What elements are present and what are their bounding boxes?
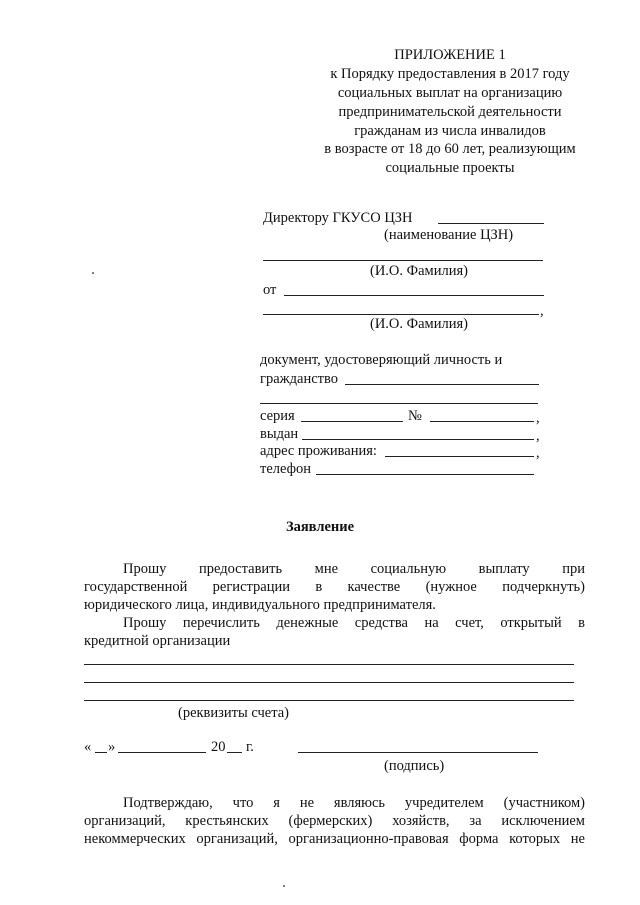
- signature-caption: (подпись): [384, 758, 445, 774]
- fio-caption-2: (И.О. Фамилия): [370, 316, 468, 332]
- appendix-line: в возрасте от 18 до 60 лет, реализующим: [324, 141, 576, 157]
- scan-speck: [92, 272, 94, 274]
- statement-p1-line2: государственной регистрации в качестве (нужное подчеркнуть): [84, 579, 585, 595]
- issued-label: выдан: [260, 426, 299, 442]
- scan-speck: [283, 885, 285, 887]
- number-line: [430, 421, 534, 422]
- czn-field-line: [438, 223, 544, 224]
- phone-label: телефон: [260, 461, 312, 477]
- year-line: [227, 752, 242, 753]
- director-label: Директору ГКУСО ЦЗН: [263, 210, 413, 226]
- day-line: [95, 752, 107, 753]
- account-line-3: [84, 700, 574, 701]
- address-line: [385, 456, 534, 457]
- quote-close: »: [108, 739, 116, 755]
- document-line: [260, 403, 538, 404]
- confirmation-line3: некоммерческих организаций, организационно-правовая форма которых не: [84, 831, 585, 847]
- statement-p1-line3: юридического лица, индивидуального предпринимателя.: [84, 597, 436, 613]
- appendix-line: к Порядку предоставления в 2017 году: [330, 66, 570, 82]
- series-line: [301, 421, 403, 422]
- appendix-line: социальные проекты: [385, 160, 515, 176]
- comma: ,: [540, 303, 544, 319]
- director-name-line: [263, 260, 543, 261]
- from-label: от: [263, 282, 277, 298]
- confirmation-line1: Подтверждаю, что я не являюсь учредителем (участником): [123, 795, 585, 811]
- appendix-line: предпринимательской деятельности: [338, 104, 562, 120]
- appendix-line: гражданам из числа инвалидов: [354, 123, 546, 139]
- citizenship-line: [345, 384, 539, 385]
- month-line: [118, 752, 206, 753]
- address-label: адрес проживания:: [260, 443, 377, 459]
- statement-p2-line2: кредитной организации: [84, 633, 231, 649]
- statement-p1-line1: Прошу предоставить мне социальную выплату при: [123, 561, 585, 577]
- account-caption: (реквизиты счета): [178, 705, 290, 721]
- fio-caption: (И.О. Фамилия): [370, 263, 468, 279]
- statement-p2-line1: Прошу перечислить денежные средства на счет, открытый в: [123, 615, 585, 631]
- document-intro: документ, удостоверяющий личность и: [260, 352, 503, 368]
- applicant-name-line: [284, 295, 544, 296]
- comma: ,: [536, 428, 540, 444]
- issued-line: [302, 439, 534, 440]
- appendix-line: социальных выплат на организацию: [337, 85, 563, 101]
- comma: ,: [536, 410, 540, 426]
- year-suffix: г.: [246, 739, 254, 755]
- series-label: серия: [260, 408, 295, 424]
- citizenship-label: гражданство: [260, 371, 338, 387]
- account-line-2: [84, 682, 574, 683]
- czn-caption: (наименование ЦЗН): [384, 227, 514, 243]
- year-prefix: 20: [211, 739, 226, 755]
- signature-line: [298, 752, 538, 753]
- phone-line: [316, 474, 534, 475]
- quote-open: «: [84, 739, 92, 755]
- comma: ,: [536, 445, 540, 461]
- number-label: №: [408, 408, 422, 424]
- statement-title: Заявление: [285, 519, 355, 535]
- confirmation-line2: организаций, крестьянских (фермерских) хозяйств, за исключением: [84, 813, 585, 829]
- appendix-title: ПРИЛОЖЕНИЕ 1: [394, 47, 506, 63]
- account-line-1: [84, 664, 574, 665]
